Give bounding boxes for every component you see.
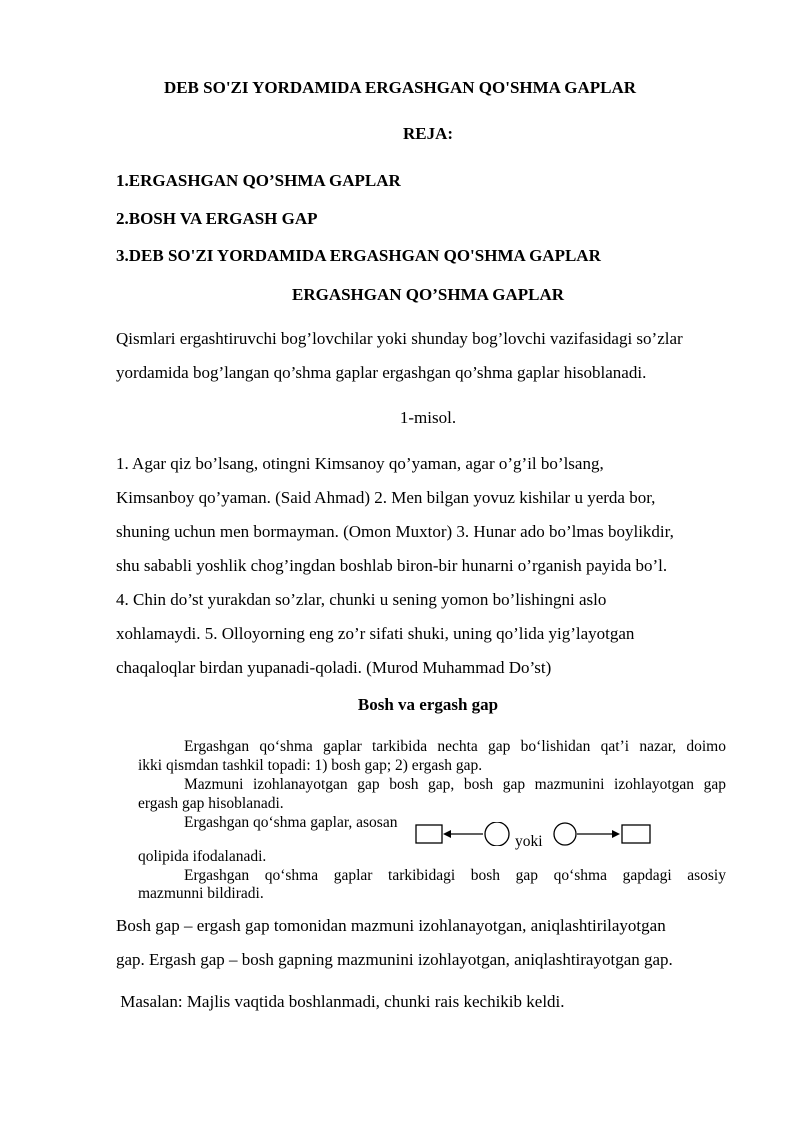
example-paragraph: [116, 447, 756, 685]
schema-sub-to-main-diagram: [552, 822, 652, 846]
paragraph-line: 4. Chin do’st yurakdan so’zlar, chunki u sening yomon bo’lishingni aslo: [116, 590, 607, 609]
rectangle-icon: [622, 825, 650, 843]
plan-heading: REJA:: [402, 124, 454, 143]
scanned-figure: [138, 738, 738, 902]
plan-item: 3.DEB SO'ZI YORDAMIDA ERGASHGAN QO'SHMA GAPLAR: [116, 246, 601, 265]
paragraph-line: gap. Ergash gap – bosh gapning mazmunini izohlayotgan, aniqlashtirayotgan gap.: [116, 950, 673, 969]
definition-paragraph: [116, 322, 756, 390]
figure-line: qolipida ifodalanadi.: [138, 848, 267, 865]
example-sentence: Masalan: Majlis vaqtida boshlanmadi, chunki rais kechikib keldi.: [116, 992, 565, 1011]
paragraph-line: Bosh gap – ergash gap tomonidan mazmuni izohlanayotgan, aniqlashtirilayotgan: [116, 916, 666, 935]
example-label: 1-misol.: [399, 408, 457, 427]
figure-line: Ergashgan qo‘shma gaplar tarkibidagi bosh gap qo‘shma gapdagi asosiy: [184, 867, 726, 884]
figure-line: ergash gap hisoblanadi.: [138, 795, 284, 812]
paragraph-line: chaqaloqlar birdan yupanadi-qoladi. (Murod Muhammad Do’st): [116, 658, 552, 677]
arrowhead-left-icon: [443, 830, 451, 838]
figure-line: yoki: [515, 833, 543, 850]
section-heading: Bosh va ergash gap: [357, 695, 499, 714]
paragraph-line: Kimsanboy qo’yaman. (Said Ahmad) 2. Men bilgan yovuz kishilar u yerda bor,: [116, 488, 656, 507]
circle-icon: [485, 822, 509, 846]
paragraph-line: yordamida bog’langan qo’shma gaplar ergashgan qo’shma gaplar hisoblanadi.: [116, 363, 647, 382]
definitions-paragraph: [116, 909, 756, 977]
figure-line: Ergashgan qo‘shma gaplar tarkibida nechta gap bo‘lishidan qat’i nazar, doimo: [184, 738, 726, 755]
paragraph-line: shu sababli yoshlik chog’ingdan boshlab biron-bir hunarni o’rganish payida bo’l.: [116, 556, 668, 575]
schema-main-to-sub-diagram: [415, 822, 515, 846]
paragraph-line: xohlamaydi. 5. Olloyorning eng zo’r sifati shuki, uning qo’lida yig’layotgan: [116, 624, 635, 643]
figure-line: mazmunni bildiradi.: [138, 885, 264, 902]
paragraph-line: shuning uchun men bormayman. (Omon Muxtor) 3. Hunar ado bo’lmas boylikdir,: [116, 522, 674, 541]
plan-item: 1.ERGASHGAN QO’SHMA GAPLAR: [116, 171, 401, 190]
document-title: DEB SO'ZI YORDAMIDA ERGASHGAN QO'SHMA GAPLAR: [163, 78, 637, 97]
paragraph-line: 1. Agar qiz bo’lsang, otingni Kimsanoy qo’yaman, agar o’g’il bo’lsang,: [116, 454, 604, 473]
rectangle-icon: [416, 825, 442, 843]
plan-item: 2.BOSH VA ERGASH GAP: [116, 209, 318, 228]
figure-line: Ergashgan qo‘shma gaplar, asosan: [184, 814, 398, 831]
section-heading: ERGASHGAN QO’SHMA GAPLAR: [291, 285, 565, 304]
arrowhead-right-icon: [612, 830, 620, 838]
figure-line: Mazmuni izohlanayotgan gap bosh gap, bosh gap mazmunini izohlayotgan gap: [184, 776, 726, 793]
paragraph-line: Qismlari ergashtiruvchi bog’lovchilar yoki shunday bog’lovchi vazifasidagi so’zlar: [116, 329, 683, 348]
figure-line: ikki qismdan tashkil topadi: 1) bosh gap; 2) ergash gap.: [138, 757, 483, 774]
circle-icon: [554, 823, 576, 845]
